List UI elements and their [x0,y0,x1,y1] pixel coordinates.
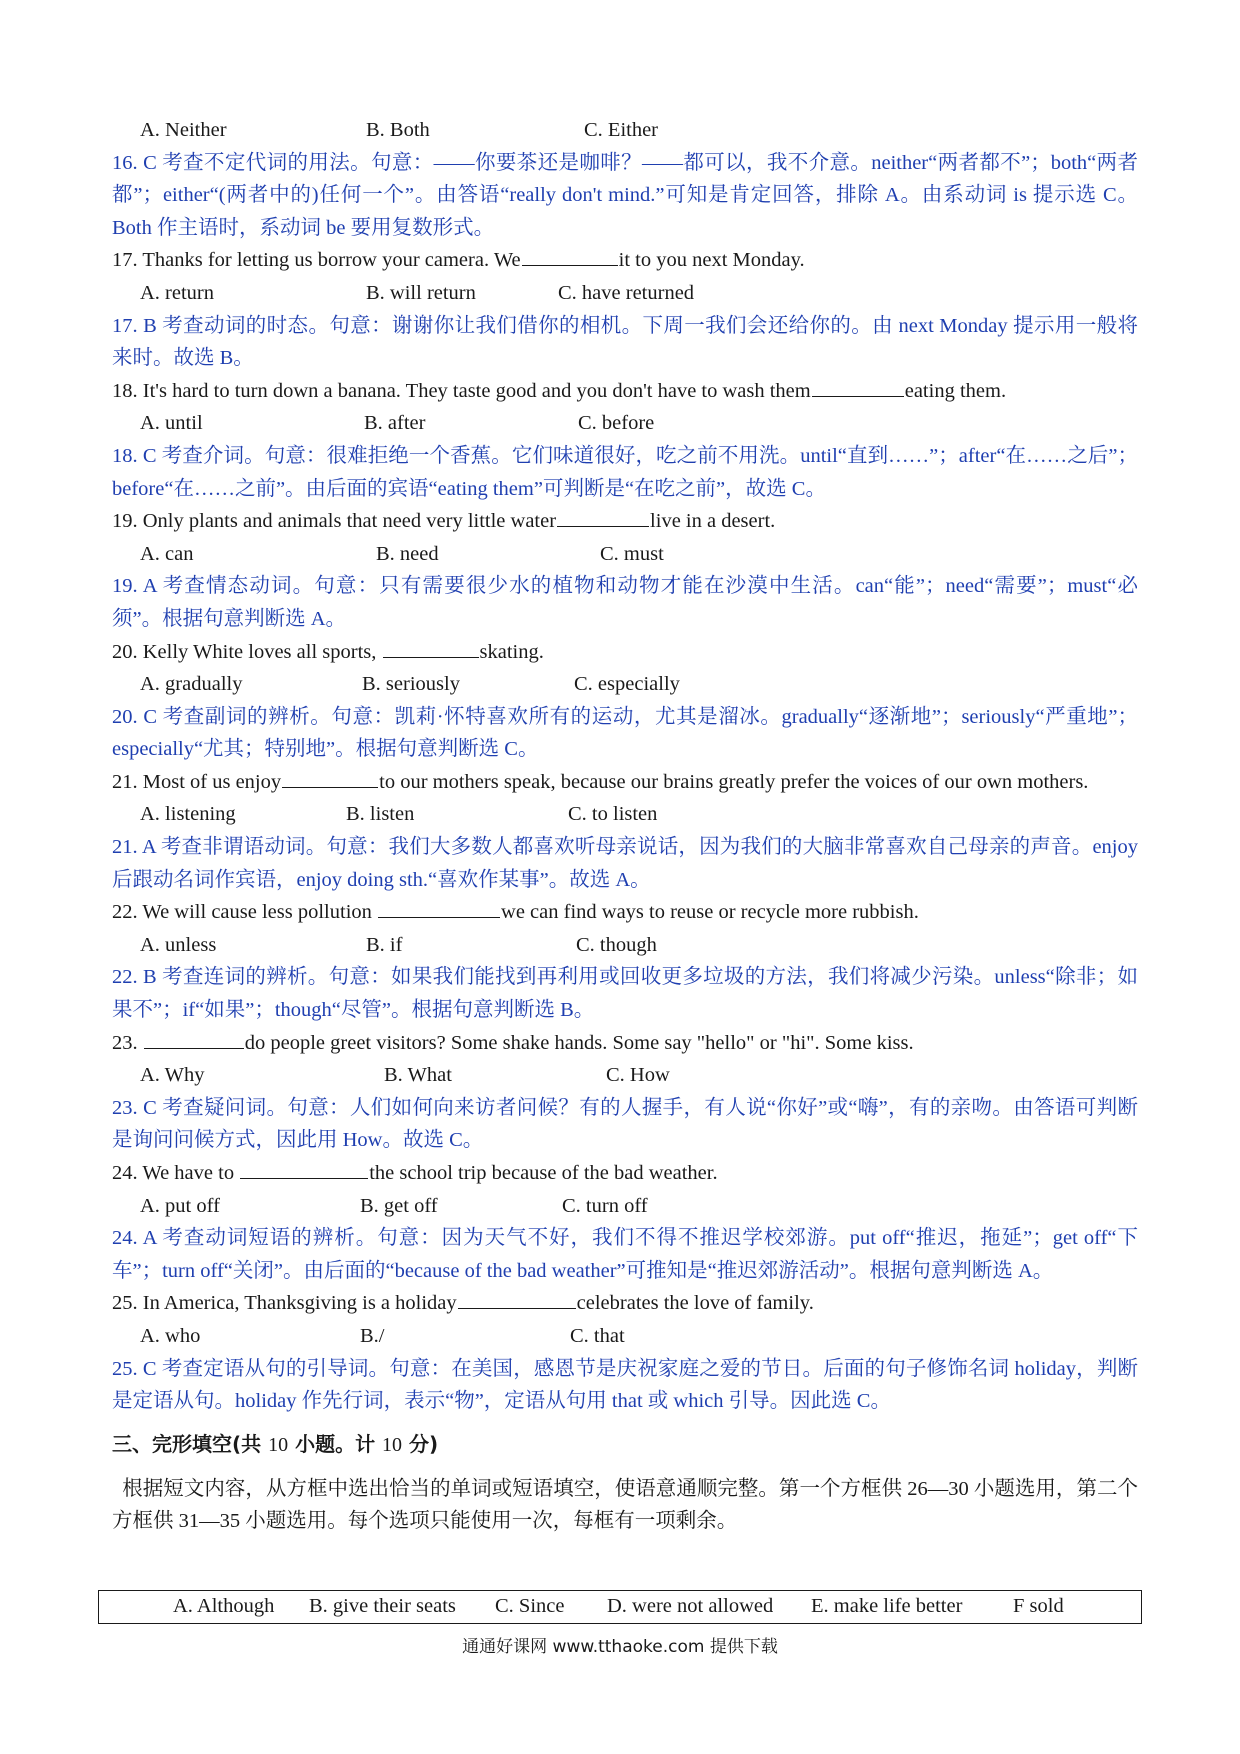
answer-25: 25. C 考查定语从句的引导词。句意：在美国，感恩节是庆祝家庭之爱的节日。后面的句子修饰名词 holiday，判断是定语从句。holiday 作先行词，表示“物”，定语从句用 that 或 which 引导。因此选 C。 [112,1357,1138,1413]
word-option-b: B. give their seats [309,1595,456,1617]
option-c: C. to listen [568,803,658,826]
option-b: B. need [376,542,439,565]
answer-blank [458,1288,576,1309]
option-a: A. listening [140,803,236,826]
answer-23: 23. C 考查疑问词。句意：人们如何向来访者问候？有的人握手，有人说“你好”或“嗨”，有的亲吻。由答语可判断是询问问候方式，因此用 How。故选 C。 [112,1096,1138,1152]
option-c: C. before [578,412,655,435]
option-a: A. gradually [140,673,243,696]
option-a: A. who [140,1324,201,1347]
q23-options [112,1059,1138,1092]
answer-22: 22. B 考查连词的辨析。句意：如果我们能找到再利用或回收更多垃圾的方法，我们将减少污染。unless“除非；如果不”；if“如果”；though“尽管”。根据句意判断选 B。 [112,966,1138,1022]
option-c: C. How [606,1064,670,1087]
answer-19: 19. A 考查情态动词。句意：只有需要很少水的植物和动物才能在沙漠中生活。can“能”；need“需要”；must“必须”。根据句意判断选 A。 [112,575,1138,630]
option-c: C. turn off [562,1194,648,1217]
q22-options [112,929,1138,962]
answer-21: 21. A 考查非谓语动词。句意：我们大多数人都喜欢听母亲说话，因为我们的大脑非常喜欢自己母亲的声音。enjoy 后跟动名词作宾语，enjoy doing sth.“喜欢作某事”。故选 A。 [112,836,1138,891]
q19-options [112,538,1138,571]
option-a: A. until [140,412,203,435]
q24-options [112,1190,1138,1223]
option-b: B. get off [360,1194,438,1217]
q18-options [112,407,1138,440]
question-25: 25. In America, Thanksgiving is a holiday celebrates the love of family. [112,1287,1138,1320]
question-24: 24. We have to the school trip because of the bad weather. [112,1157,1138,1190]
answer-blank [378,897,500,918]
option-a: A. put off [140,1194,220,1217]
option-b: B. seriously [362,673,460,696]
option-a: A. Neither [140,119,227,141]
question-23: 23. do people greet visitors? Some shake hands. Some say "hello" or "hi". Some kiss. [112,1027,1138,1060]
answer-blank [383,637,479,658]
option-c: C. must [600,542,664,565]
cloze-instructions: 根据短文内容，从方框中选出恰当的单词或短语填空，使语意通顺完整。第一个方框供 26—30 小题选用，第二个方框供 31—35 小题选用。每个选项只能使用一次，每框有一项剩余。 [112,1477,1138,1533]
option-c: C. that [570,1324,625,1347]
question-22: 22. We will cause less pollution we can find ways to reuse or recycle more rubbish. [112,896,1138,929]
word-option-a: A. Although [173,1595,275,1617]
answer-18: 18. C 考查介词。句意：很难拒绝一个香蕉。它们味道很好，吃之前不用洗。until“直到……”；after“在……之后”；before“在……之前”。由后面的宾语“eating them”可判断是“在吃之前”，故选 C。 [112,444,1138,500]
word-option-e: E. make life better [811,1595,963,1617]
option-c: C. have returned [558,281,695,304]
q21-options [112,798,1138,831]
option-c: C. though [576,933,657,956]
q20-options [112,668,1138,701]
answer-blank [812,376,904,397]
answer-24: 24. A 考查动词短语的辨析。句意：因为天气不好，我们不得不推迟学校郊游。put off“推迟，拖延”；get off“下车”；turn off“关闭”。由后面的“because of the bad weather”可推知是“推迟郊游活动”。根据句意判断选 A。 [112,1227,1138,1282]
word-bank-box [98,1590,1142,1624]
option-c: C. especially [574,673,680,696]
q17-options [112,277,1138,310]
q15-options [112,114,1138,147]
word-option-d: D. were not allowed [607,1595,774,1617]
q25-options [112,1320,1138,1353]
answer-blank [282,767,378,788]
answer-16: 16. C 考查不定代词的用法。句意：——你要茶还是咖啡？——都可以，我不介意。neither“两者都不”；both“两者都”；either“(两者中的)任何一个”。由答语“really don't mind.”可知是肯定回答，排除 A。由系动词 is 提示选 C。Both 作主语时，系动词 be 要用复数形式。 [112,151,1138,239]
answer-17: 17. B 考查动词的时态。句意：谢谢你让我们借你的相机。下周一我们会还给你的。由 next Monday 提示用一般将来时。故选 B。 [112,314,1138,370]
option-b: B. will return [366,281,476,304]
question-17: 17. Thanks for letting us borrow your camera. We it to you next Monday. [112,244,1138,277]
option-b: B. after [364,412,426,435]
question-18: 18. It's hard to turn down a banana. They taste good and you don't have to wash them eating them. [112,375,1138,408]
answer-20: 20. C 考查副词的辨析。句意：凯莉·怀特喜欢所有的运动，尤其是溜冰。gradually“逐渐地”；seriously“严重地”；especially“尤其；特别地”。根据句意判断选 C。 [112,705,1138,761]
question-21: 21. Most of us enjoy to our mothers speak, because our brains greatly prefer the voices of our own mothers. [112,766,1138,799]
section-heading-cloze: 三、完形填空(共 10 小题。计 10 分) [112,1431,439,1456]
question-19: 19. Only plants and animals that need very little water live in a desert. [112,505,1138,538]
answer-blank [240,1158,368,1179]
option-b: B. What [384,1064,452,1087]
answer-blank [144,1028,244,1049]
page-footer: 通通好课网 www.tthaoke.com 提供下载 [462,1637,778,1657]
option-c: C. Either [584,119,659,141]
option-b: B. listen [346,803,415,826]
option-b: B. Both [366,119,430,141]
word-option-f: F sold [1013,1595,1064,1617]
exam-page [112,114,1138,1538]
option-a: A. can [140,542,194,565]
option-a: A. return [140,281,215,304]
question-20: 20. Kelly White loves all sports, skating. [112,636,1138,669]
option-a: A. Why [140,1064,205,1087]
option-a: A. unless [140,933,217,956]
option-b: B./ [360,1324,385,1347]
answer-blank [557,506,649,527]
answer-blank [522,245,618,266]
option-b: B. if [366,933,403,956]
word-option-c: C. Since [495,1595,565,1617]
